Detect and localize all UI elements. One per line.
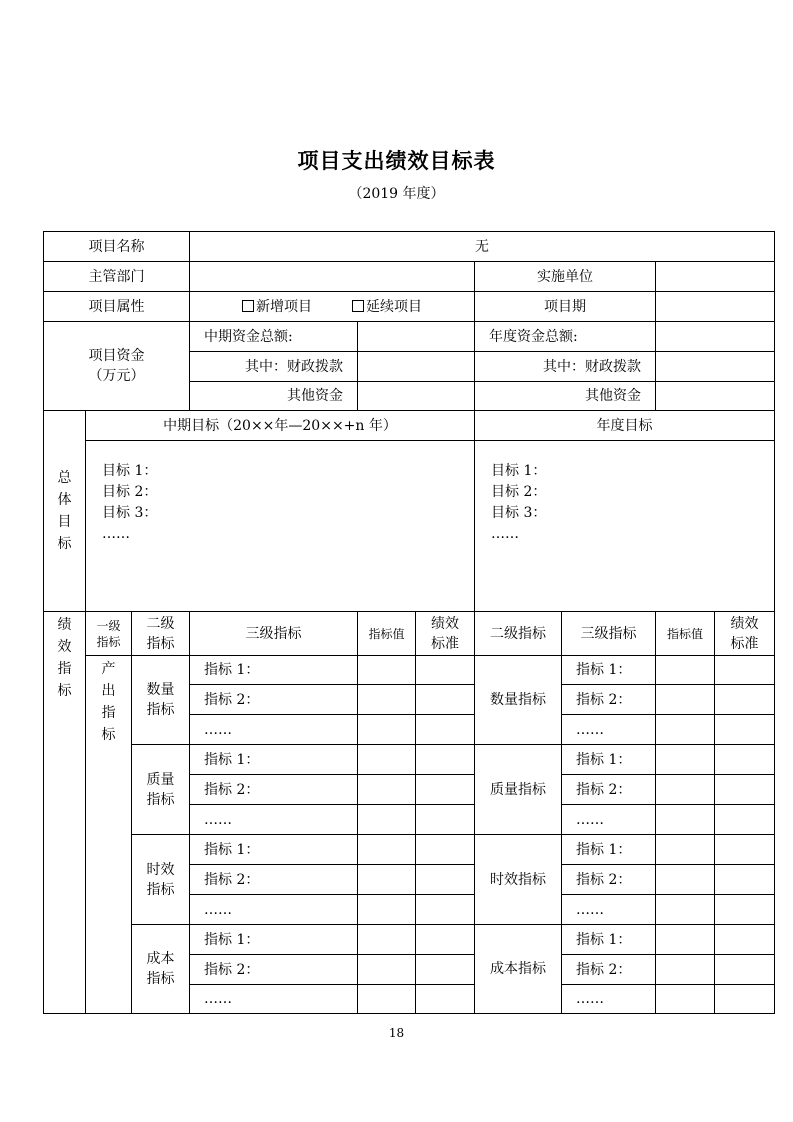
attr-options (189, 291, 475, 322)
level2-group-label-line2: 指标 (146, 881, 175, 898)
midterm-goal-line: …… (102, 526, 130, 542)
midterm-goals-content[interactable] (85, 440, 475, 612)
indicator-value-cell[interactable] (357, 744, 416, 775)
performance-standard-right-cell[interactable] (714, 744, 775, 775)
overall-goals-char: 体 (57, 492, 72, 508)
level2-header-line2: 指标 (146, 635, 175, 652)
attr-option-cont-label: 延续项目 (366, 298, 422, 315)
level2-right-header: 二级指标 (474, 611, 562, 656)
overall-goals-section (43, 410, 86, 612)
indicator-value-right-cell[interactable] (655, 774, 715, 805)
indicator-value-right-cell[interactable] (655, 984, 715, 1014)
performance-standard-right-cell[interactable] (714, 984, 775, 1014)
level3-indicator-name: 指标 2： (189, 774, 358, 805)
attr-option-cont[interactable] (352, 297, 422, 317)
midterm-total-value[interactable] (357, 321, 475, 352)
performance-standard-right-cell[interactable] (714, 834, 775, 865)
performance-standard-right-cell[interactable] (714, 804, 775, 835)
level2-group-label-line1: 成本 (146, 951, 175, 967)
midterm-total-label: 中期资金总额: (189, 321, 358, 352)
indicator-value-cell[interactable] (357, 714, 416, 745)
level3-right-header: 三级指标 (561, 611, 656, 656)
annual-goals-header: 年度目标 (474, 410, 775, 441)
level2-group-label-line2: 指标 (146, 702, 175, 718)
level2-right-group-label: 成本指标 (474, 924, 562, 1014)
overall-goals-char: 标 (57, 536, 72, 552)
performance-standard-right-cell[interactable] (714, 684, 775, 715)
indicator-value-cell[interactable] (357, 804, 416, 835)
performance-standard-right-cell[interactable] (714, 655, 775, 685)
indicator-value-right-cell[interactable] (655, 834, 715, 865)
level2-group-label (131, 655, 190, 745)
level3-right-indicator-name: …… (561, 984, 656, 1014)
level1-output-char: 产 (101, 661, 116, 677)
level2-group-label-line1: 时效 (146, 861, 175, 878)
level3-right-indicator-name: 指标 1： (561, 924, 656, 955)
document-subtitle: （2019 年度） (348, 186, 445, 202)
level3-indicator-name: 指标 2： (189, 864, 358, 895)
indicator-value-cell[interactable] (357, 834, 416, 865)
indicator-value-cell[interactable] (357, 864, 416, 895)
midterm-goal-line: 目标 1： (102, 463, 158, 479)
performance-standard-right-cell[interactable] (714, 924, 775, 955)
level2-group-label (131, 834, 190, 925)
level1-header (85, 611, 132, 656)
midterm-goal-line: 目标 3： (102, 505, 158, 521)
midterm-other-label: 其他资金 (189, 381, 358, 411)
performance-standard-cell[interactable] (415, 864, 475, 895)
level1-header-line2: 指标 (96, 634, 121, 649)
project-name-label: 项目名称 (43, 231, 190, 262)
dept-value[interactable] (189, 261, 475, 292)
level3-right-indicator-name: 指标 1： (561, 655, 656, 685)
midterm-fiscal-label: 其中：财政拨款 (189, 351, 358, 382)
performance-standard-cell[interactable] (415, 804, 475, 835)
checkbox-cont-icon[interactable] (352, 300, 364, 312)
performance-standard-right-cell[interactable] (714, 894, 775, 925)
indicator-value-cell[interactable] (357, 894, 416, 925)
midterm-goal-line: 目标 2： (102, 484, 158, 500)
level3-header: 三级指标 (189, 611, 358, 656)
level2-group-label-line1: 数量 (146, 682, 175, 698)
level3-indicator-name: 指标 2： (189, 684, 358, 715)
level3-right-indicator-name: 指标 2： (561, 864, 656, 895)
impl-unit-label: 实施单位 (474, 261, 656, 292)
level2-group-label-line1: 质量 (146, 771, 175, 788)
indicator-value-right-cell[interactable] (655, 714, 715, 745)
performance-standard-right-cell[interactable] (714, 714, 775, 745)
indicator-value-right-cell[interactable] (655, 894, 715, 925)
level3-right-indicator-name: 指标 2： (561, 684, 656, 715)
annual-total-label: 年度资金总额: (474, 321, 656, 352)
level3-right-indicator-name: 指标 2： (561, 954, 656, 985)
indicator-value-cell[interactable] (357, 984, 416, 1014)
level3-indicator-name: 指标 1： (189, 924, 358, 955)
level2-group-label (131, 924, 190, 1014)
document-title: 项目支出绩效目标表 (297, 148, 496, 173)
indicator-value-right-cell[interactable] (655, 744, 715, 775)
standard-right-header-line2: 标准 (730, 635, 759, 652)
indicator-value-right-cell[interactable] (655, 684, 715, 715)
indicator-value-right-cell[interactable] (655, 954, 715, 985)
level3-indicator-name: 指标 1： (189, 834, 358, 865)
level3-indicator-name: …… (189, 984, 358, 1014)
overall-goals-char: 总 (57, 470, 72, 486)
indicator-value-cell[interactable] (357, 774, 416, 805)
page-number: 18 (388, 1026, 405, 1040)
impl-unit-value[interactable] (655, 261, 775, 292)
performance-standard-right-cell[interactable] (714, 954, 775, 985)
performance-standard-cell[interactable] (415, 684, 475, 715)
level2-header-line1: 二级 (146, 615, 175, 632)
level3-right-indicator-name: …… (561, 714, 656, 745)
standard-header (415, 611, 475, 656)
funds-label-line1: 项目资金 (88, 348, 145, 364)
performance-standard-right-cell[interactable] (714, 774, 775, 805)
level2-right-group-label: 数量指标 (474, 655, 562, 745)
indicator-value-right-cell[interactable] (655, 804, 715, 835)
level3-indicator-name: 指标 2： (189, 954, 358, 985)
level3-indicator-name: …… (189, 894, 358, 925)
dept-label: 主管部门 (43, 261, 190, 292)
performance-standard-cell[interactable] (415, 894, 475, 925)
level1-output-cell (85, 655, 132, 1014)
project-name-value: 无 (189, 231, 775, 262)
performance-standard-cell[interactable] (415, 655, 475, 685)
indicator-value-right-cell[interactable] (655, 655, 715, 685)
indicator-value-cell[interactable] (357, 655, 416, 685)
level3-right-indicator-name: …… (561, 804, 656, 835)
value-header: 指标值 (357, 611, 416, 656)
level2-group-label (131, 744, 190, 835)
level3-right-indicator-name: …… (561, 894, 656, 925)
annual-other-label: 其他资金 (474, 381, 656, 411)
attr-option-new-label: 新增项目 (256, 298, 312, 315)
level2-group-label-line2: 指标 (146, 791, 175, 808)
value-right-header: 指标值 (655, 611, 715, 656)
level2-header (131, 611, 190, 656)
performance-indicators-char: 绩 (57, 617, 72, 633)
performance-standard-cell[interactable] (415, 714, 475, 745)
midterm-other-value[interactable] (357, 381, 475, 411)
level3-indicator-name: 指标 1： (189, 655, 358, 685)
level3-indicator-name: …… (189, 714, 358, 745)
period-value[interactable] (655, 291, 775, 322)
performance-standard-cell[interactable] (415, 924, 475, 955)
funds-label-line2: （万元） (88, 368, 145, 384)
performance-standard-right-cell[interactable] (714, 864, 775, 895)
level3-right-indicator-name: 指标 1： (561, 744, 656, 775)
midterm-fiscal-value[interactable] (357, 351, 475, 382)
annual-fiscal-label: 其中：财政拨款 (474, 351, 656, 382)
standard-header-line1: 绩效 (431, 615, 459, 632)
standard-right-header-line1: 绩效 (730, 615, 759, 632)
indicator-value-cell[interactable] (357, 924, 416, 955)
level2-right-group-label: 质量指标 (474, 744, 562, 835)
level2-group-label-line2: 指标 (146, 971, 175, 987)
indicator-value-right-cell[interactable] (655, 924, 715, 955)
level1-output-char: 出 (101, 683, 116, 699)
standard-right-header (714, 611, 775, 656)
checkbox-new-icon[interactable] (242, 300, 254, 312)
performance-standard-cell[interactable] (415, 954, 475, 985)
performance-standard-cell[interactable] (415, 834, 475, 865)
performance-standard-cell[interactable] (415, 984, 475, 1014)
performance-indicators-section (43, 611, 86, 1014)
annual-total-value[interactable] (655, 321, 775, 352)
performance-indicators-char: 标 (57, 683, 72, 699)
funds-label (43, 321, 190, 411)
annual-goal-line: 目标 1： (491, 463, 547, 479)
performance-standard-cell[interactable] (415, 744, 475, 775)
attr-option-new[interactable] (242, 297, 312, 317)
level2-right-group-label: 时效指标 (474, 834, 562, 925)
midterm-goals-header: 中期目标（20××年—20××+n 年） (85, 410, 475, 441)
performance-indicators-char: 效 (57, 639, 72, 655)
indicator-value-cell[interactable] (357, 684, 416, 715)
annual-goal-line: 目标 3： (491, 505, 547, 521)
annual-goals-content[interactable] (474, 440, 775, 612)
attr-label: 项目属性 (43, 291, 190, 322)
performance-standard-cell[interactable] (415, 774, 475, 805)
standard-header-line2: 标准 (431, 635, 459, 652)
indicator-value-right-cell[interactable] (655, 864, 715, 895)
level1-output-char: 指 (101, 705, 116, 721)
period-label: 项目期 (474, 291, 656, 322)
annual-goal-line: …… (491, 526, 519, 542)
level3-right-indicator-name: 指标 1： (561, 834, 656, 865)
level1-output-char: 标 (101, 727, 116, 743)
performance-indicators-char: 指 (57, 661, 72, 677)
level3-indicator-name: 指标 1： (189, 744, 358, 775)
level3-right-indicator-name: 指标 2： (561, 774, 656, 805)
annual-fiscal-value[interactable] (655, 351, 775, 382)
annual-other-value[interactable] (655, 381, 775, 411)
level1-header-line1: 一级 (96, 618, 121, 633)
overall-goals-char: 目 (57, 514, 72, 530)
level3-indicator-name: …… (189, 804, 358, 835)
indicator-value-cell[interactable] (357, 954, 416, 985)
annual-goal-line: 目标 2： (491, 484, 547, 500)
